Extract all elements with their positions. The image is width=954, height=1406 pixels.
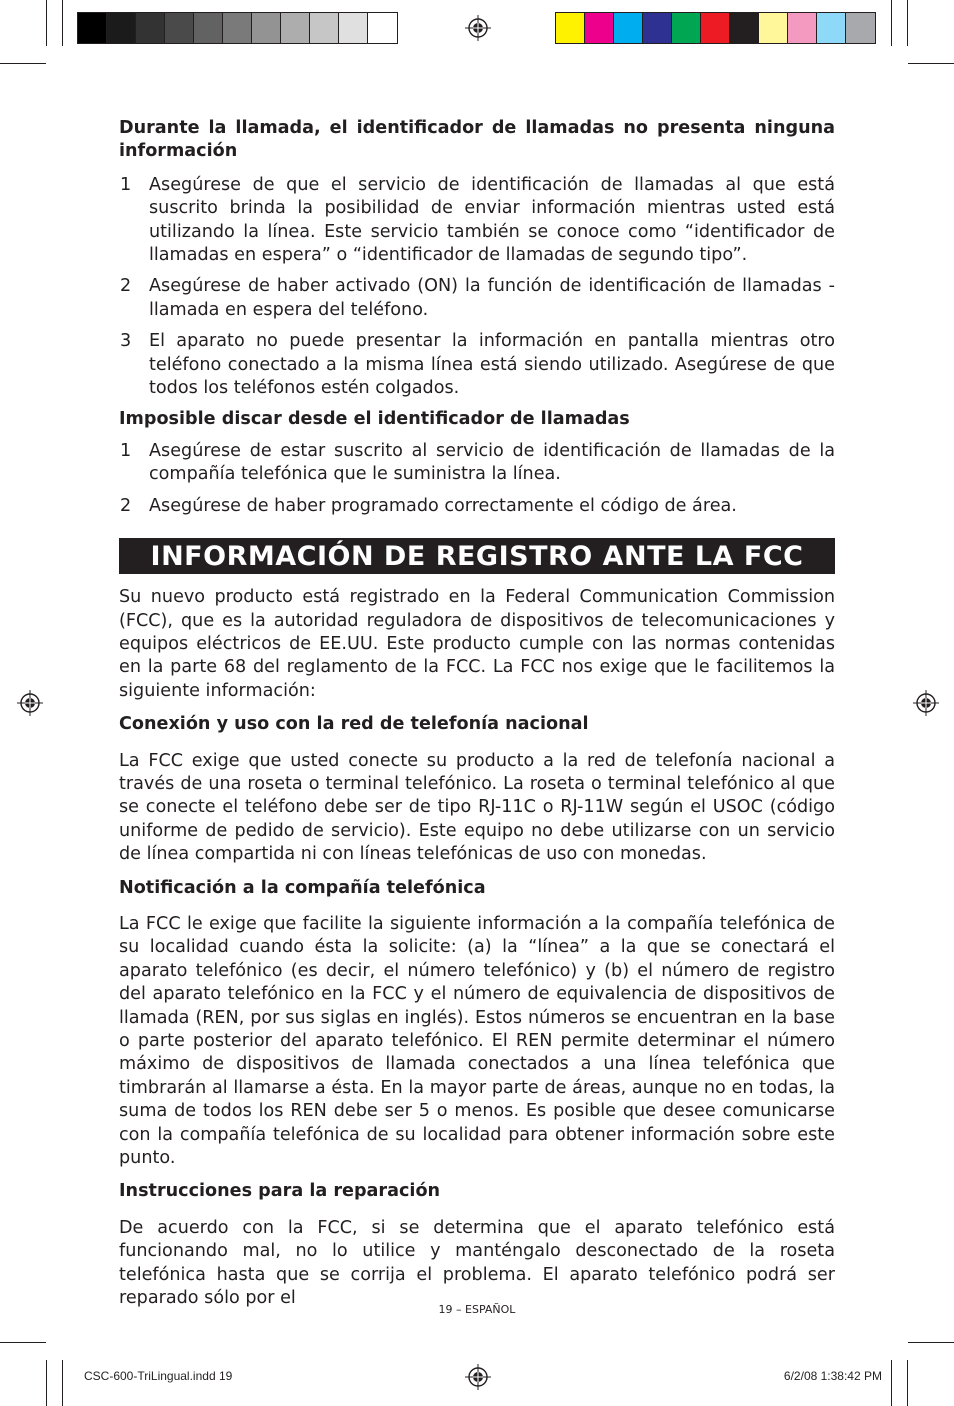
color-swatch (107, 13, 136, 43)
registration-mark-icon (17, 690, 43, 716)
crop-mark (907, 1360, 908, 1406)
color-swatch (817, 13, 846, 43)
section-heading: Notificación a la compañía telefónica (119, 877, 486, 898)
color-swatch (252, 13, 281, 43)
color-swatch (730, 13, 759, 43)
list-item (119, 495, 835, 518)
slug-timestamp: 6/2/08 1:38:42 PM (783, 1369, 882, 1383)
list-item-text: El aparato no puede presentar la información en pantalla mientras otro teléfono conectado a la misma línea está siendo utilizado. Asegúrese de que todos los teléfonos estén colgados. (149, 331, 835, 399)
grayscale-color-bar (77, 12, 398, 44)
color-swatch (614, 13, 643, 43)
color-swatch (78, 13, 107, 43)
list-item (119, 330, 835, 400)
color-swatch (136, 13, 165, 43)
color-swatch (788, 13, 817, 43)
list-item-text: Asegúrese de haber activado (ON) la función de identificación de llamadas - llamada en espera del teléfono. (149, 276, 835, 320)
list-item-text: Asegúrese de que el servicio de identificación de llamadas al que está suscrito brinda la posibilidad de enviar información mientras usted está utilizando la línea. Este servicio también se conoce como “identificador de llamadas en espera” o “identificador de llamadas de segundo tipo”. (149, 174, 835, 266)
list-number: 1 (120, 174, 132, 195)
color-swatch (759, 13, 788, 43)
registration-mark-icon (913, 690, 939, 716)
list-item-text: Asegúrese de haber programado correctamente el código de área. (149, 495, 737, 516)
color-swatch (556, 13, 585, 43)
crop-mark (908, 63, 954, 64)
list-number: 2 (120, 276, 132, 297)
color-swatch (223, 13, 252, 43)
color-swatch (339, 13, 368, 43)
color-swatch (701, 13, 730, 43)
intro-paragraph: Su nuevo producto está registrado en la Federal Communication Commission (FCC), que es la autoridad reguladora de dispositivos de telecomunicaciones y equipos eléctricos de EE.UU. Este producto cumple con las normas contenidas en la parte 68 del reglamento de la FCC. La FCC nos exige que le facilitemos la siguiente información: (119, 587, 835, 701)
list-item (119, 275, 835, 322)
list-item (119, 174, 835, 268)
section-banner: INFORMACIÓN DE REGISTRO ANTE LA FCC (119, 538, 835, 574)
page-content (119, 117, 835, 1310)
crop-mark (0, 63, 46, 64)
crop-mark (891, 0, 892, 46)
body-paragraph: La FCC exige que usted conecte su producto a la red de telefonía nacional a través de una roseta o terminal telefónico. La roseta o terminal telefónico al que se conecte el teléfono debe ser de tipo RJ-11C o RJ-11W según el USOC (código uniforme de pedido de servicio). Este equipo no debe utilizarse con un servicio de línea compartida ni con líneas telefónicas de uso con monedas. (119, 750, 835, 865)
color-swatch (165, 13, 194, 43)
process-color-bar (555, 12, 876, 44)
color-swatch (643, 13, 672, 43)
crop-mark (62, 0, 63, 46)
crop-mark (891, 1360, 892, 1406)
list-item (119, 440, 835, 487)
color-swatch (585, 13, 614, 43)
color-swatch (846, 13, 875, 43)
crop-mark (907, 0, 908, 46)
color-swatch (672, 13, 701, 43)
list-number: 3 (120, 331, 132, 352)
crop-mark (46, 1360, 47, 1406)
crop-mark (0, 1342, 46, 1343)
section-heading: Imposible discar desde el identificador de llamadas (119, 409, 630, 430)
color-swatch (194, 13, 223, 43)
crop-mark (46, 0, 47, 46)
slug-file-info: CSC-600-TriLingual.indd 19 (84, 1369, 233, 1383)
crop-mark (908, 1342, 954, 1343)
page-footer: 19 – ESPAÑOL (438, 1303, 516, 1316)
section-heading: Durante la llamada, el identificador de llamadas no presenta ninguna información (119, 118, 835, 162)
registration-mark-icon (465, 15, 491, 41)
list-number: 1 (120, 440, 132, 461)
color-swatch (368, 13, 397, 43)
section-heading: Conexión y uso con la red de telefonía nacional (119, 714, 589, 735)
section-heading: Instrucciones para la reparación (119, 1181, 441, 1202)
crop-mark (62, 1360, 63, 1406)
list-number: 2 (120, 495, 132, 516)
color-swatch (310, 13, 339, 43)
color-swatch (281, 13, 310, 43)
body-paragraph: De acuerdo con la FCC, si se determina que el aparato telefónico está funcionando mal, no lo utilice y manténgalo desconectado de la roseta telefónica hasta que se corrija el problema. El aparato telefónico podrá ser reparado sólo por el (119, 1217, 835, 1309)
list-item-text: Asegúrese de estar suscrito al servicio de identificación de llamadas de la compañía telefónica que le suministra la línea. (149, 440, 835, 485)
body-paragraph: La FCC le exige que facilite la siguiente información a la compañía telefónica de su localidad cuando ésta la solicite: (a) la “línea” a la que se conectará el aparato telefónico (es decir, el número telefónico) y (b) el número de registro del aparato telefónico en la FCC y el número de equivalencia de dispositivos de llamada (REN, por sus siglas en inglés). Estos números se encuentran en la base o parte posterior del aparato telefónico. El REN permite determinar el número máximo de dispositivos de llamada conectados a una línea telefónica que timbrarán al llamarse a ésta. En la mayor parte de áreas, aunque no en todas, la suma de todos los REN debe ser 5 o menos. Es posible que desee comunicarse con la compañía telefónica de su localidad para obtener información sobre este punto. (119, 913, 835, 1169)
registration-mark-icon (465, 1364, 491, 1390)
